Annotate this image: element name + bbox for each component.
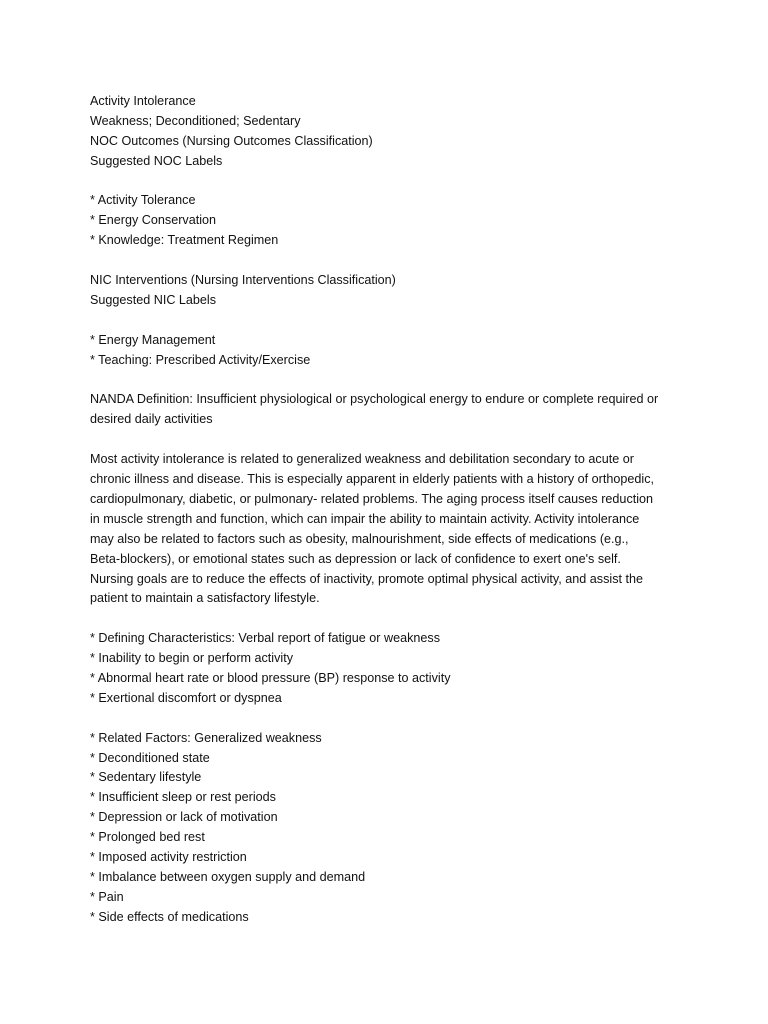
- noc-heading: NOC Outcomes (Nursing Outcomes Classification): [90, 133, 373, 148]
- related-factor-item: * Insufficient sleep or rest periods: [90, 790, 276, 805]
- defining-characteristic-item: * Defining Characteristics: Verbal report of fatigue or weakness: [90, 631, 440, 646]
- defining-characteristic-item: * Abnormal heart rate or blood pressure (BP) response to activity: [90, 670, 451, 685]
- related-factor-item: * Imposed activity restriction: [90, 850, 247, 864]
- defining-characteristic-item: * Inability to begin or perform activity: [90, 651, 293, 666]
- spacer: [90, 311, 680, 331]
- related-factor-item: * Depression or lack of motivation: [90, 810, 278, 825]
- nic-label-item: * Energy Management: [90, 332, 216, 347]
- noc-label-item: * Energy Conservation: [90, 213, 217, 228]
- spacer: [90, 609, 680, 629]
- related-factor-item: * Deconditioned state: [90, 750, 210, 765]
- spacer: [90, 709, 680, 729]
- defining-characteristic-item: * Exertional discomfort or dyspnea: [90, 690, 282, 705]
- nic-label-item: * Teaching: Prescribed Activity/Exercise: [90, 352, 311, 367]
- spacer: [90, 370, 680, 390]
- related-factor-item: * Sedentary lifestyle: [90, 770, 202, 785]
- spacer: [90, 251, 680, 271]
- nic-heading: NIC Interventions (Nursing Interventions Classification): [90, 273, 396, 288]
- related-factor-item: * Related Factors: Generalized weakness: [90, 730, 322, 745]
- noc-subheading: Suggested NOC Labels: [90, 153, 223, 168]
- noc-label-item: * Activity Tolerance: [90, 193, 196, 208]
- spacer: [90, 172, 680, 192]
- body-paragraph: Most activity intolerance is related to generalized weakness and debilitation secondary to acute or chronic illness and disease. This is especially apparent in elderly patients with a history of orthopedic, cardiopulmonary, diabetic, or pulmonary- related problems. The aging process itself causes reduction in muscle strength and function, which can impair the ability to maintain activity. Activity intolerance may also be related to factors such as obesity, malnourishment, side effects of medications (e.g., Beta-blockers), or emotional states such as depression or lack of confidence to exert one's self. Nursing goals are to reduce the effects of inactivity, promote optimal physical activity, and assist the patient to maintain a satisfactory lifestyle.: [90, 452, 654, 606]
- related-factor-item: * Imbalance between oxygen supply and demand: [90, 869, 366, 884]
- spacer: [90, 430, 680, 450]
- nic-subheading: Suggested NIC Labels: [90, 292, 217, 307]
- document-title: Activity Intolerance: [90, 94, 196, 108]
- synonyms-line: Weakness; Deconditioned; Sedentary: [90, 113, 301, 128]
- related-factor-item: * Side effects of medications: [90, 909, 249, 924]
- related-factor-item: * Pain: [90, 889, 124, 904]
- noc-label-item: * Knowledge: Treatment Regimen: [90, 233, 279, 248]
- document-body: [90, 92, 680, 928]
- nanda-definition: NANDA Definition: Insufficient physiological or psychological energy to endure or complete required or desired daily activities: [90, 392, 659, 427]
- related-factor-item: * Prolonged bed rest: [90, 830, 205, 845]
